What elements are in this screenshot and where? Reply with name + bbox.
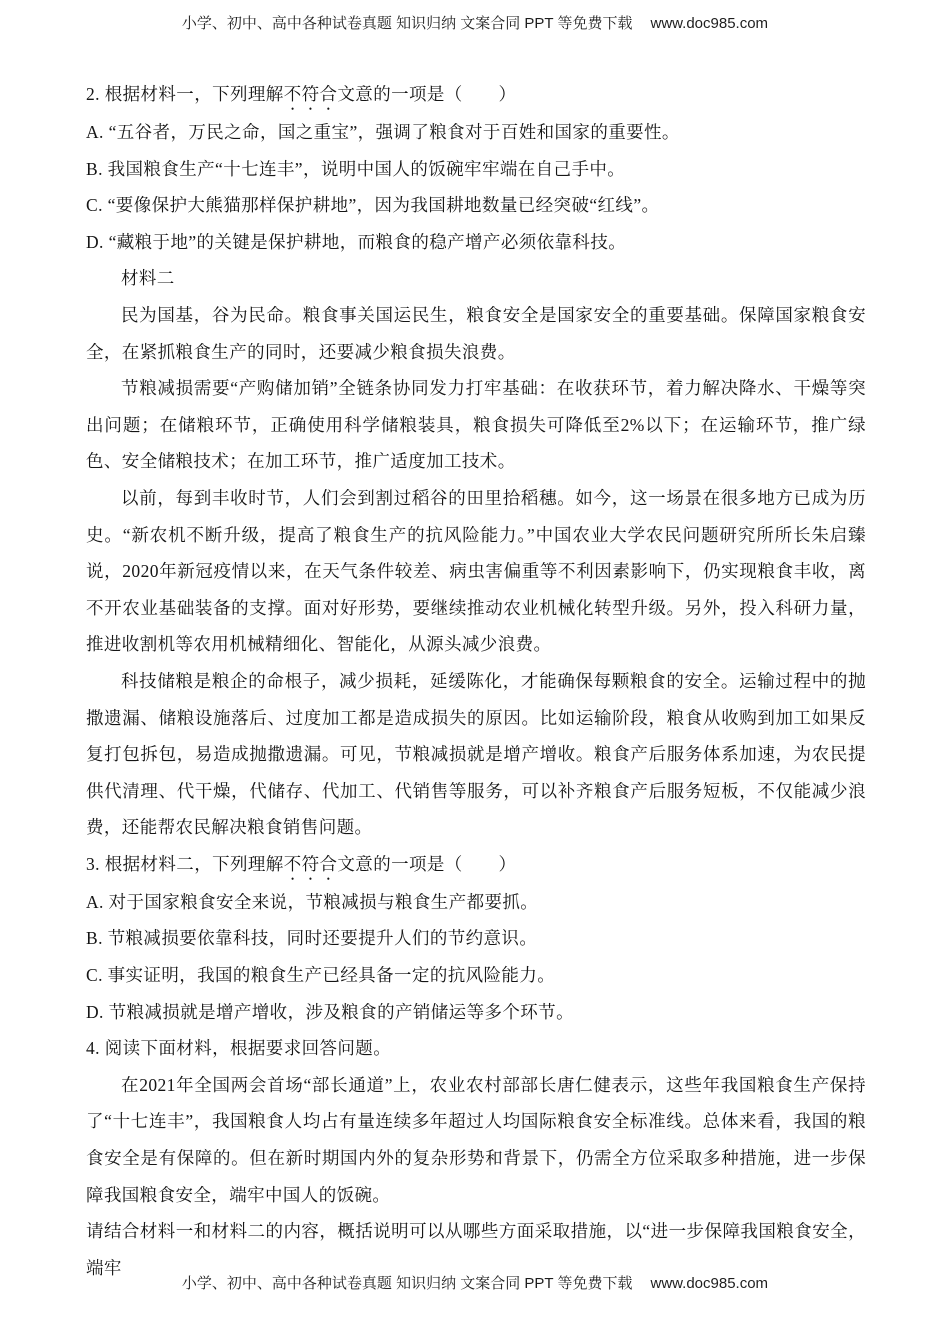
question-2-stem bbox=[86, 76, 866, 114]
question-2-emphasized-phrase: 不符合 bbox=[283, 84, 338, 104]
document-body bbox=[86, 76, 866, 1286]
material-2-heading: 材料二 bbox=[121, 268, 175, 289]
material-2-paragraph-2: 节粮减损需要“产购储加销”全链条协同发力打牢基础：在收获环节，着力解决降水、干燥等突出问题；在储粮环节，正确使用科学储粮装具，粮食损失可降低至2%以下；在运输环节，推广绿色、安全储粮技术；在加工环节，推广适度加工技术。 bbox=[86, 378, 866, 472]
header-watermark-url: www.doc985.com bbox=[650, 15, 769, 32]
question-4-stem: 4. 阅读下面材料，根据要求回答问题。 bbox=[86, 1038, 392, 1059]
question-3-option-a: A. 对于国家粮食安全来说，节粮减损与粮食生产都要抓。 bbox=[86, 891, 539, 912]
footer-watermark-text: 小学、初中、高中各种试卷真题 知识归纳 文案合同 PPT 等免费下载 bbox=[181, 1275, 633, 1292]
question-3-stem-suffix: 文意的一项是（ ） bbox=[337, 853, 517, 874]
header-watermark-text: 小学、初中、高中各种试卷真题 知识归纳 文案合同 PPT 等免费下载 bbox=[181, 15, 633, 32]
page-header-watermark bbox=[0, 12, 950, 33]
question-2-stem-suffix: 文意的一项是（ ） bbox=[337, 84, 517, 104]
question-2-stem-prefix: 2. 根据材料一，下列理解 bbox=[86, 84, 284, 104]
question-3-stem bbox=[86, 846, 866, 884]
page-footer-watermark bbox=[0, 1272, 950, 1293]
material-2-paragraph-1: 民为国基，谷为民命。粮食事关国运民生，粮食安全是国家安全的重要基础。保障国家粮食安全，在紧抓粮食生产的同时，还要减少粮食损失浪费。 bbox=[86, 304, 866, 362]
material-2-paragraph-4: 科技储粮是粮企的命根子，减少损耗，延缓陈化，才能确保每颗粮食的安全。运输过程中的抛撒遗漏、储粮设施落后、过度加工都是造成损失的原因。比如运输阶段，粮食从收购到加工如果反复打包拆包，易造成抛撒遗漏。可见，节粮减损就是增产增收。粮食产后服务体系加速，为农民提供代清理、代干燥，代储存、代加工、代销售等服务，可以补齐粮食产后服务短板，不仅能减少浪费，还能帮农民解决粮食销售问题。 bbox=[86, 670, 866, 838]
material-2-paragraph-3: 以前，每到丰收时节，人们会到割过稻谷的田里拾稻穗。如今，这一场景在很多地方已成为历史。“新农机不断升级，提高了粮食生产的抗风险能力。”中国农业大学农民问题研究所所长朱启臻说，2020年新冠疫情以来，在天气条件较差、病虫害偏重等不利因素影响下，仍实现粮食丰收，离不开农业基础装备的支撑。面对好形势，要继续推动农业机械化转型升级。另外，投入科研力量，推进收割机等农用机械精细化、智能化，从源头减少浪费。 bbox=[86, 487, 866, 655]
question-4-task: 请结合材料一和材料二的内容，概括说明可以从哪些方面采取措施，以“进一步保障我国粮食安全，端牢 bbox=[86, 1221, 866, 1278]
question-3-option-c: C. 事实证明，我国的粮食生产已经具备一定的抗风险能力。 bbox=[86, 965, 556, 986]
question-3-stem-prefix: 3. 根据材料二，下列理解 bbox=[86, 853, 284, 874]
question-2-option-b: B. 我国粮食生产“十七连丰”，说明中国人的饭碗牢牢端在自己手中。 bbox=[86, 158, 626, 179]
question-2-option-c: C. “要像保护大熊猫那样保护耕地”，因为我国耕地数量已经突破“红线”。 bbox=[86, 195, 660, 216]
question-2-option-d: D. “藏粮于地”的关键是保护耕地，而粮食的稳产增产必须依靠科技。 bbox=[86, 231, 627, 252]
question-4-material: 在2021年全国两会首场“部长通道”上，农业农村部部长唐仁健表示，这些年我国粮食生产保持了“十七连丰”，我国粮食人均占有量连续多年超过人均国际粮食安全标准线。总体来看，我国的粮食安全是有保障的。但在新时期国内外的复杂形势和背景下，仍需全方位采取多种措施，进一步保障我国粮食安全，端牢中国人的饭碗。 bbox=[86, 1074, 866, 1205]
question-2-option-a: A. “五谷者，万民之命，国之重宝”，强调了粮食对于百姓和国家的重要性。 bbox=[86, 122, 680, 142]
question-3-option-d: D. 节粮减损就是增产增收，涉及粮食的产销储运等多个环节。 bbox=[86, 1001, 574, 1022]
footer-watermark-url: www.doc985.com bbox=[650, 1275, 769, 1292]
question-3-emphasized-phrase: 不符合 bbox=[283, 853, 338, 874]
question-3-option-b: B. 节粮减损要依靠科技，同时还要提升人们的节约意识。 bbox=[86, 928, 538, 949]
